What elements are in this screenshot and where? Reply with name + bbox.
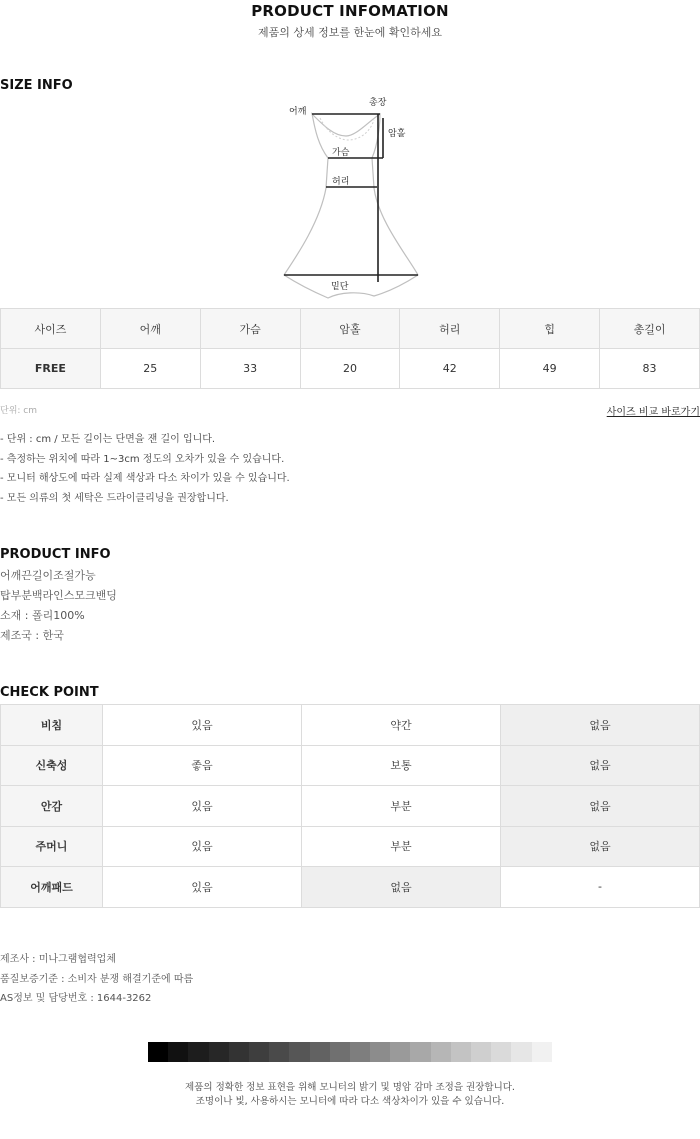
maker-line: 품질보증기준 : 소비자 분쟁 해결기준에 따름 [0, 973, 194, 985]
label-waist: 허리 [332, 177, 350, 187]
page-subtitle: 제품의 상세 정보를 한눈에 확인하세요 [257, 26, 442, 39]
gray-scale-bar [148, 1042, 552, 1062]
gray-swatch [511, 1042, 531, 1062]
dress-size-diagram [270, 92, 430, 306]
size-note: - 모니터 해상도에 따라 실제 색상과 다소 차이가 있을 수 있습니다. [0, 473, 290, 485]
page-title: PRODUCT INFOMATION [251, 2, 449, 20]
gray-swatch [229, 1042, 249, 1062]
size-value-cell: 49 [500, 349, 600, 389]
check-point-option: 있음 [103, 867, 302, 908]
gray-swatch [269, 1042, 289, 1062]
gray-swatch [330, 1042, 350, 1062]
size-table-row [1, 349, 700, 389]
size-table-header: 사이즈 [1, 309, 101, 349]
maker-line: 제조사 : 미나그램협력업체 [0, 954, 116, 965]
monitor-notice-line: 제품의 정확한 정보 표현을 위해 모니터의 밝기 및 명암 감마 조정을 권장합니다. [185, 1082, 515, 1093]
size-compare-link[interactable]: 사이즈 비교 바로가기 [606, 407, 700, 418]
product-info-title: PRODUCT INFO [0, 547, 111, 562]
size-value-cell: 83 [600, 349, 700, 389]
check-point-table [0, 704, 700, 908]
size-note: - 측정하는 위치에 따라 1~3cm 정도의 오차가 있을 수 있습니다. [0, 453, 285, 465]
gray-swatch [249, 1042, 269, 1062]
check-point-row [1, 705, 700, 746]
gray-swatch [209, 1042, 229, 1062]
check-point-option-selected: 없음 [501, 705, 700, 746]
check-point-label: 신축성 [1, 745, 103, 786]
check-point-label: 주머니 [1, 826, 103, 867]
dress-outline [284, 114, 418, 298]
size-table-header: 허리 [400, 309, 500, 349]
check-point-row [1, 867, 700, 908]
size-table [0, 308, 700, 389]
size-table-header-row [1, 309, 700, 349]
label-chest: 가슴 [332, 148, 350, 158]
label-hem: 밑단 [331, 282, 349, 292]
check-point-option: 있음 [103, 786, 302, 827]
gray-swatch [491, 1042, 511, 1062]
product-info-list [0, 566, 117, 646]
size-value-cell: 33 [200, 349, 300, 389]
gray-swatch [310, 1042, 330, 1062]
check-point-option-selected: 없음 [501, 786, 700, 827]
check-point-option-selected: 없음 [302, 867, 501, 908]
check-point-label: 어깨패드 [1, 867, 103, 908]
size-value-cell: 42 [400, 349, 500, 389]
gray-swatch [370, 1042, 390, 1062]
check-point-option: 좋음 [103, 745, 302, 786]
size-value-cell: 25 [100, 349, 200, 389]
check-point-row [1, 786, 700, 827]
size-name-cell: FREE [1, 349, 101, 389]
size-info-title: SIZE INFO [0, 78, 73, 93]
size-table-header: 총길이 [600, 309, 700, 349]
size-table-header: 암홀 [300, 309, 400, 349]
gray-swatch [289, 1042, 309, 1062]
gray-swatch [350, 1042, 370, 1062]
maker-line: AS정보 및 담당번호 : 1644-3262 [0, 993, 152, 1004]
label-total-length: 총장 [369, 98, 387, 108]
check-point-option: 있음 [103, 705, 302, 746]
gray-swatch [410, 1042, 430, 1062]
label-armhole: 암홀 [388, 129, 406, 139]
monitor-notice-line: 조명이나 빛, 사용하시는 모니터에 따라 다소 색상차이가 있을 수 있습니다. [195, 1096, 505, 1107]
monitor-notice [0, 1081, 700, 1109]
gray-swatch [532, 1042, 552, 1062]
gray-swatch [471, 1042, 491, 1062]
check-point-title: CHECK POINT [0, 685, 99, 700]
gray-swatch [451, 1042, 471, 1062]
size-notes [0, 430, 290, 508]
check-point-option-selected: 없음 [501, 826, 700, 867]
unit-note: 단위: cm [0, 406, 37, 416]
size-table-header: 어깨 [100, 309, 200, 349]
check-point-label: 안감 [1, 786, 103, 827]
check-point-label: 비침 [1, 705, 103, 746]
check-point-option: 있음 [103, 826, 302, 867]
label-shoulder: 어깨 [289, 107, 307, 117]
maker-info [0, 950, 193, 1009]
product-info-line: 소재 : 폴리100% [0, 609, 85, 622]
check-point-option: - [501, 867, 700, 908]
size-value-cell: 20 [300, 349, 400, 389]
page-header [0, 0, 700, 40]
check-point-option-selected: 없음 [501, 745, 700, 786]
size-table-header: 가슴 [200, 309, 300, 349]
gray-swatch [431, 1042, 451, 1062]
product-info-line: 제조국 : 한국 [0, 629, 64, 642]
size-note: - 단위 : cm / 모든 길이는 단면을 잰 길이 입니다. [0, 434, 216, 445]
check-point-option: 약간 [302, 705, 501, 746]
check-point-option: 부분 [302, 786, 501, 827]
product-info-line: 어깨끈길이조절가능 [0, 569, 96, 582]
gray-swatch [148, 1042, 168, 1062]
gray-swatch [168, 1042, 188, 1062]
check-point-row [1, 745, 700, 786]
product-info-line: 탑부분백라인스모크밴딩 [0, 589, 117, 602]
check-point-option: 보통 [302, 745, 501, 786]
gray-swatch [188, 1042, 208, 1062]
size-table-header: 힙 [500, 309, 600, 349]
check-point-option: 부분 [302, 826, 501, 867]
size-note: - 모든 의류의 첫 세탁은 드라이클리닝을 권장합니다. [0, 492, 229, 504]
gray-swatch [390, 1042, 410, 1062]
check-point-row [1, 826, 700, 867]
